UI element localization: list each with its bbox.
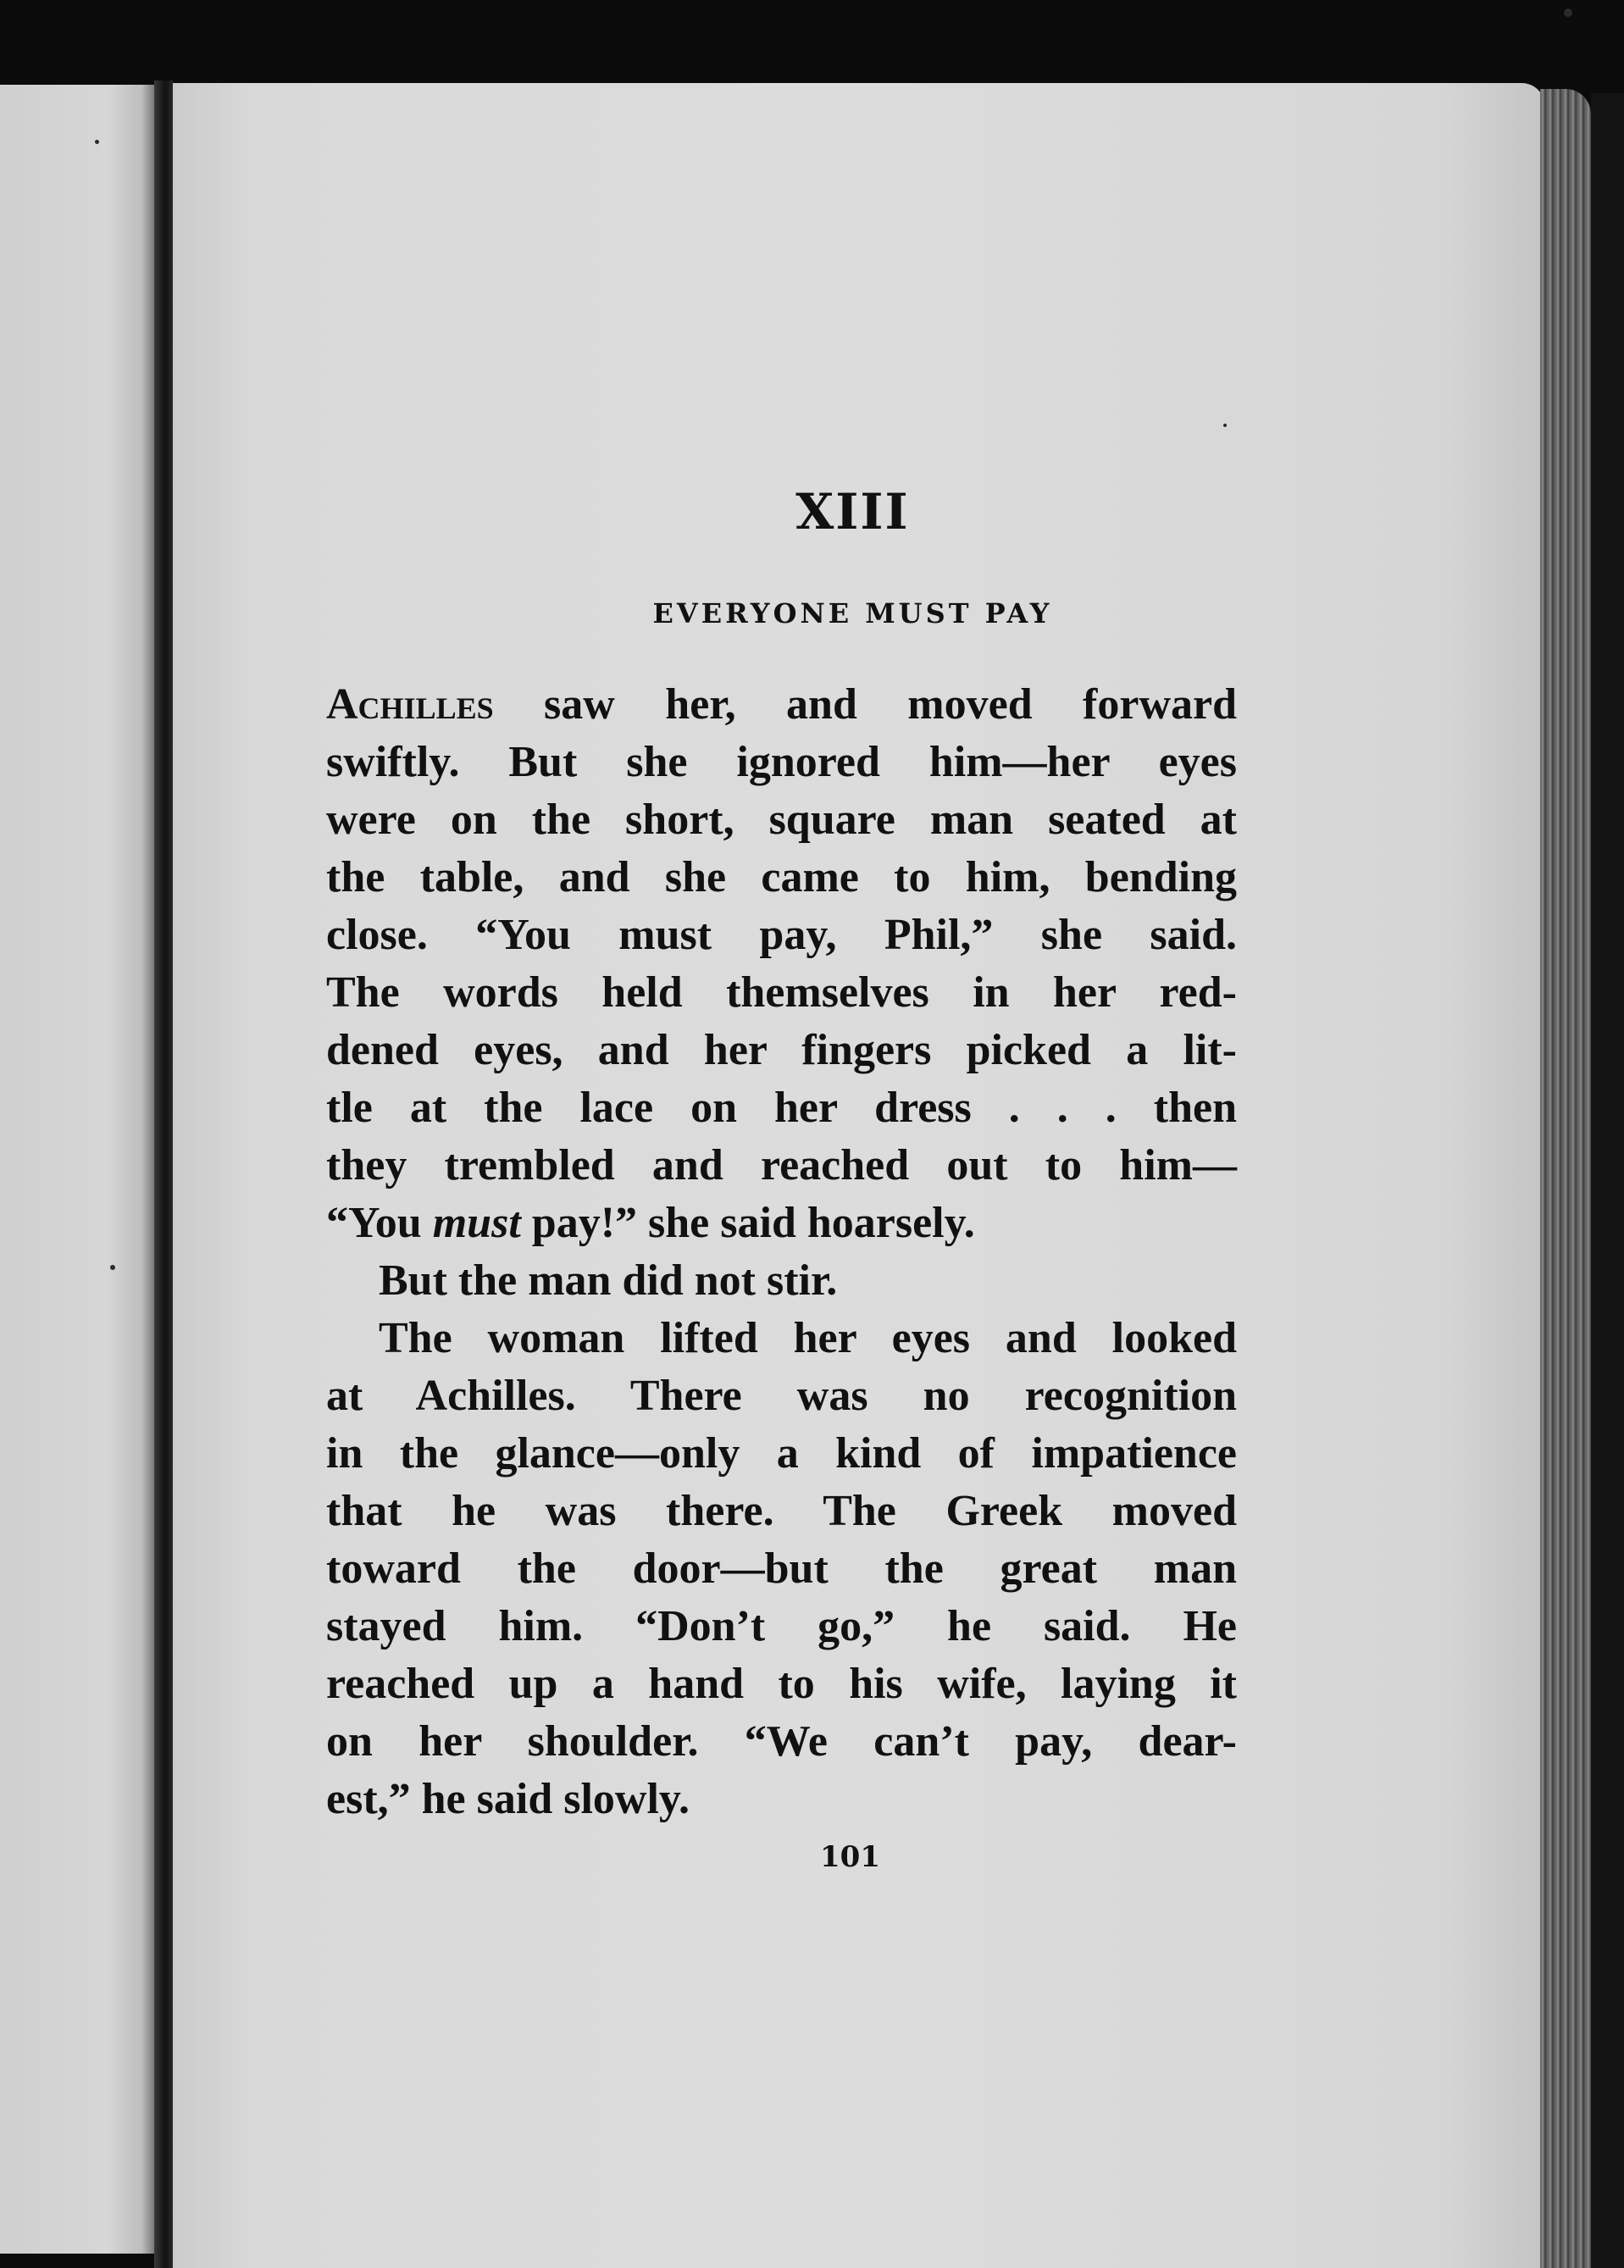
text-line [326, 676, 1237, 734]
text-line: reached up a hand to his wife, laying it [326, 1660, 1237, 1708]
text-line: they trembled and reached out to him— [326, 1141, 1237, 1189]
scan-speck [110, 1265, 115, 1270]
text-line: swiftly. But she ignored him—her eyes [326, 738, 1237, 786]
text-line: dened eyes, and her fingers picked a lit- [326, 1026, 1237, 1074]
text-line: stayed him. “Don’t go,” he said. He [326, 1602, 1237, 1650]
page-number: 101 [820, 1840, 880, 1874]
chapter-number: XIII [795, 483, 910, 541]
text-run: saw her, and moved forward [493, 680, 1237, 729]
text-line: est,” he said slowly. [326, 1775, 690, 1823]
text-line: But the man did not stir. [379, 1256, 838, 1305]
scan-speck [1564, 8, 1572, 17]
text-line [326, 1195, 1237, 1252]
book-gutter [154, 80, 173, 2268]
text-line: The woman lifted her eyes and looked [379, 1314, 1237, 1362]
page-edges [1540, 89, 1591, 2268]
text-line: were on the short, square man seated at [326, 796, 1237, 844]
book-cover-edge [1591, 93, 1624, 2268]
text-line: in the glance—only a kind of impatience [326, 1429, 1237, 1478]
text-line: toward the door—but the great man [326, 1544, 1237, 1593]
scan-speck [95, 140, 99, 144]
text-run: pay!” she said hoarsely. [520, 1199, 975, 1247]
text-line: that he was there. The Greek moved [326, 1487, 1237, 1535]
text-line: close. “You must pay, Phil,” she said. [326, 911, 1237, 959]
text-run: “You [326, 1199, 433, 1247]
text-line: the table, and she came to him, bending [326, 853, 1237, 901]
facing-page [0, 85, 154, 2254]
text-smallcaps: Achilles [326, 680, 494, 729]
chapter-title: EVERYONE MUST PAY [652, 597, 1053, 629]
text-line: tle at the lace on her dress . . . then [326, 1084, 1237, 1132]
body-text [326, 676, 1237, 1828]
text-line: The words held themselves in her red- [326, 968, 1237, 1017]
scan-speck [1223, 424, 1227, 427]
text-line: on her shoulder. “We can’t pay, dear- [326, 1717, 1237, 1766]
text-line: at Achilles. There was no recognition [326, 1372, 1237, 1420]
text-emphasis: must [432, 1199, 521, 1247]
